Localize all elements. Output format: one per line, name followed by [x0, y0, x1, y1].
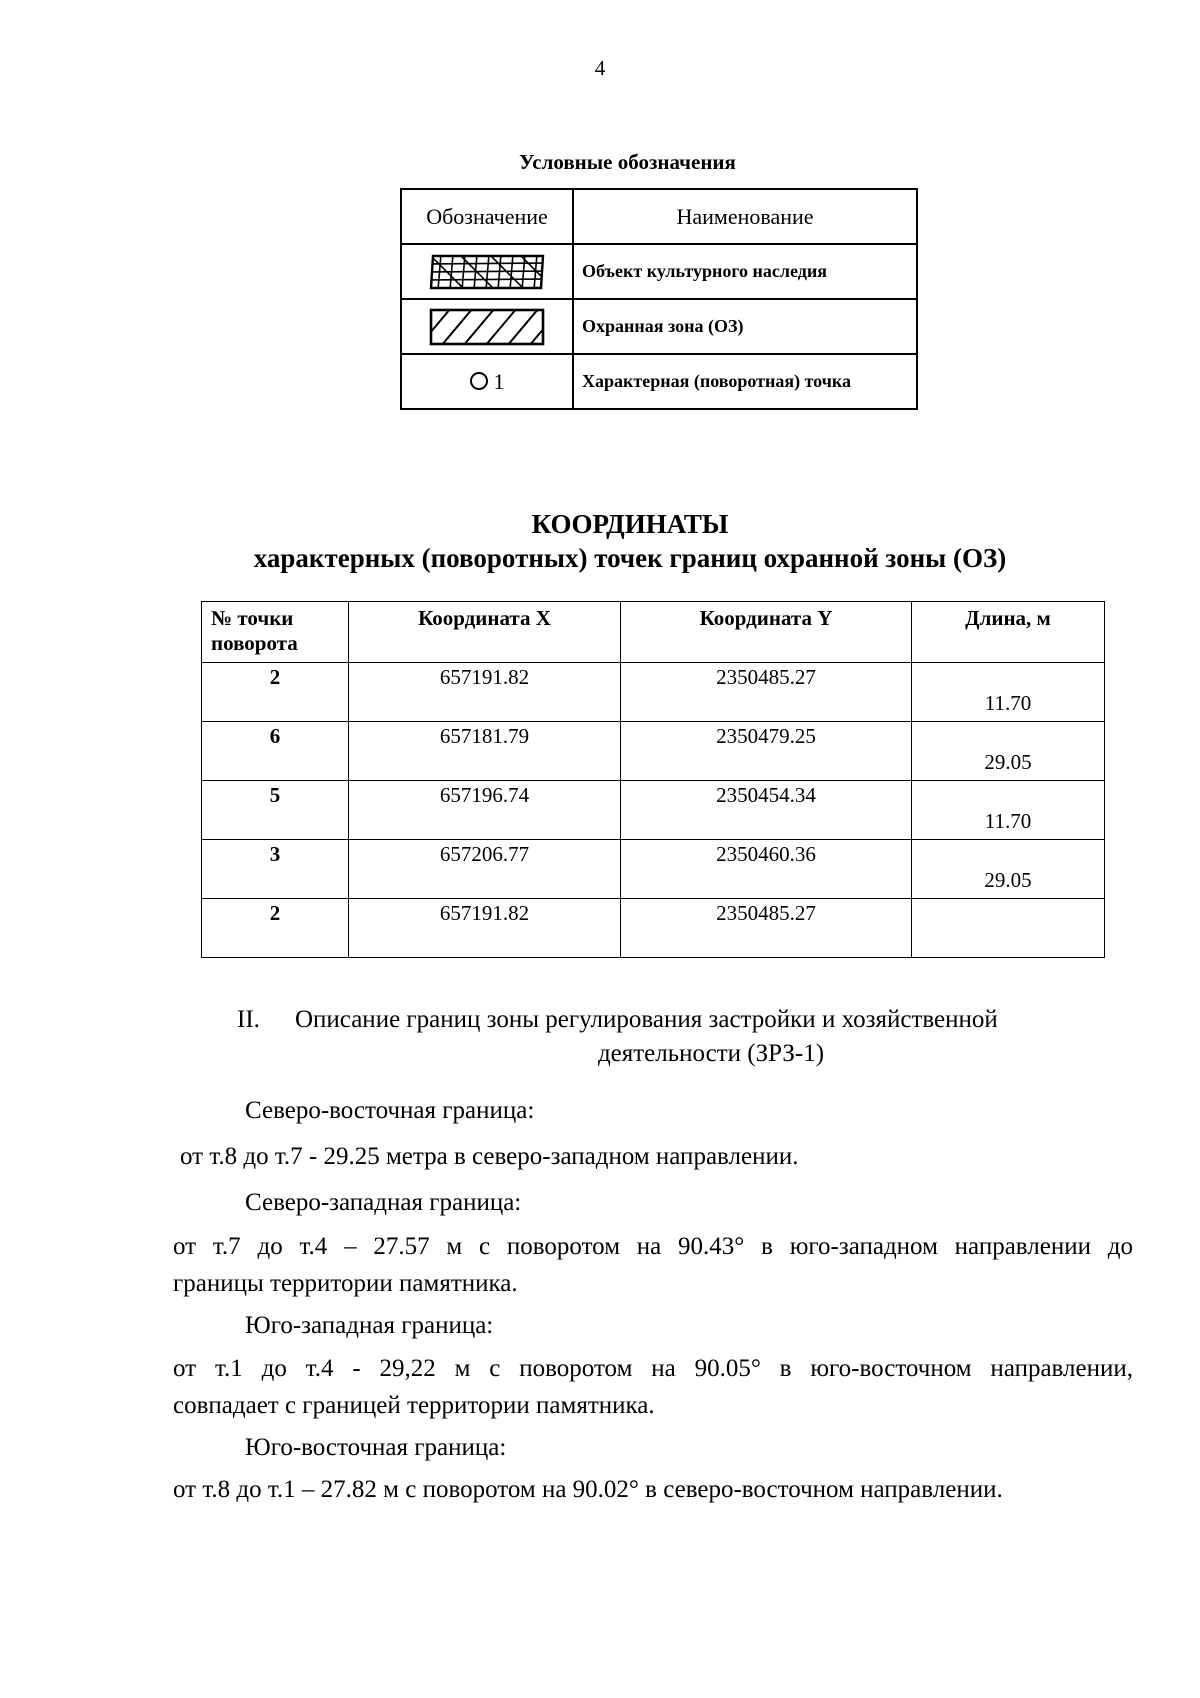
- sw-boundary-text-line2: совпадает с границей территории памятника.: [173, 1392, 655, 1419]
- coordinates-table: [201, 601, 1105, 958]
- legend-name: Объект культурного наследия: [573, 244, 917, 299]
- cell-point: 6: [202, 722, 349, 781]
- cell-y: 2350485.27: [621, 899, 912, 958]
- cell-point: 2: [202, 663, 349, 722]
- table-row: [202, 899, 1105, 958]
- circle-point-icon: [470, 372, 488, 390]
- coordinates-header-row: [202, 602, 1105, 663]
- ne-boundary-heading: Северо-восточная граница:: [245, 1097, 535, 1124]
- cell-x: 657196.74: [349, 781, 621, 840]
- table-row: [202, 840, 1105, 899]
- nw-boundary-heading: Северо-западная граница:: [245, 1189, 522, 1216]
- se-boundary-heading: Юго-восточная граница:: [245, 1434, 507, 1461]
- legend-row: [401, 244, 917, 299]
- sw-boundary-text-line1: от т.1 до т.4 - 29,22 м с поворотом на 90.05° в юго-восточном направлении,: [173, 1355, 1133, 1382]
- header-y: Координата Y: [621, 602, 912, 663]
- cell-length: 29.05: [984, 750, 1032, 774]
- coordinates-subtitle: характерных (поворотных) точек границ охранной зоны (ОЗ): [253, 543, 1007, 573]
- legend-name: Охранная зона (ОЗ): [573, 299, 917, 354]
- section-title-line1: Описание границ зоны регулирования застройки и хозяйственной: [295, 1006, 998, 1033]
- cell-length: 11.70: [984, 809, 1032, 833]
- cell-point: 2: [202, 899, 349, 958]
- table-row: [202, 663, 1105, 722]
- table-row: [202, 722, 1105, 781]
- cell-y: 2350479.25: [621, 722, 912, 781]
- nw-boundary-text-line1: от т.7 до т.4 – 27.57 м с поворотом на 90.43° в юго-западном направлении до: [173, 1233, 1133, 1260]
- header-x: Координата X: [349, 602, 621, 663]
- nw-boundary-text-line2: границы территории памятника.: [173, 1270, 518, 1297]
- sw-boundary-heading: Юго-западная граница:: [245, 1312, 494, 1339]
- cell-length: 29.05: [984, 868, 1032, 892]
- section-number: II.: [237, 1006, 260, 1033]
- cell-point: 5: [202, 781, 349, 840]
- cell-x: 657181.79: [349, 722, 621, 781]
- legend-header-symbol: Обозначение: [401, 189, 573, 244]
- ne-boundary-text: от т.8 до т.7 - 29.25 метра в северо-западном направлении.: [180, 1143, 799, 1170]
- legend-row: [401, 354, 917, 409]
- legend-header-row: [401, 189, 917, 244]
- se-boundary-text: от т.8 до т.1 – 27.82 м с поворотом на 90.02° в северо-восточном направлении.: [173, 1476, 1003, 1503]
- header-point: № точки поворота: [202, 602, 349, 663]
- cell-point: 3: [202, 840, 349, 899]
- section-title-line2: деятельности (ЗРЗ-1): [597, 1040, 825, 1067]
- diagonal-hatch-icon: [429, 308, 545, 346]
- cell-y: 2350454.34: [621, 781, 912, 840]
- legend-header-name: Наименование: [573, 189, 917, 244]
- cell-x: 657191.82: [349, 899, 621, 958]
- cell-x: 657191.82: [349, 663, 621, 722]
- crosshatch-icon: [429, 254, 545, 290]
- legend-point-label: 1: [493, 368, 505, 394]
- legend-title: Условные обозначения: [519, 150, 736, 174]
- legend-row: [401, 299, 917, 354]
- table-row: [202, 781, 1105, 840]
- legend-name: Характерная (поворотная) точка: [573, 354, 917, 409]
- cell-length: 11.70: [984, 691, 1032, 715]
- cell-y: 2350460.36: [621, 840, 912, 899]
- coordinates-title: КООРДИНАТЫ: [531, 509, 729, 539]
- legend-table: [400, 188, 918, 410]
- header-length: Длина, м: [912, 602, 1105, 663]
- cell-y: 2350485.27: [621, 663, 912, 722]
- cell-x: 657206.77: [349, 840, 621, 899]
- page-number: 4: [594, 56, 606, 80]
